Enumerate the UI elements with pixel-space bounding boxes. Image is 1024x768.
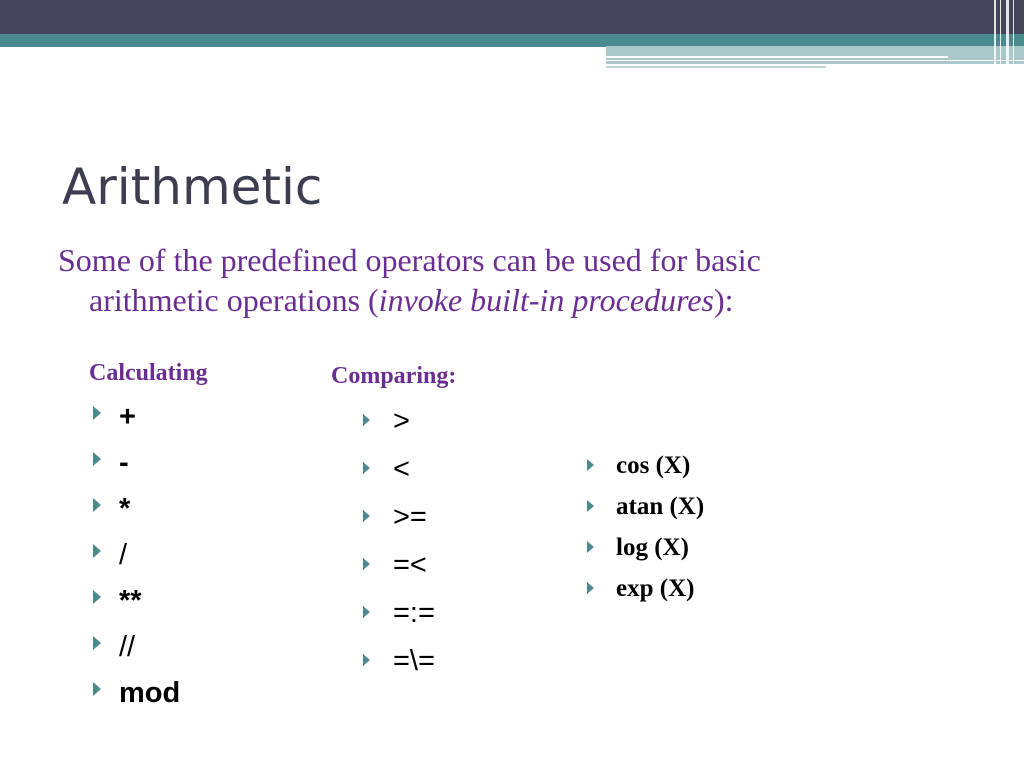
banner-dark-band [0, 0, 1024, 34]
triangle-right-icon [93, 452, 101, 466]
banner-stripe [994, 0, 996, 68]
triangle-right-icon [93, 406, 101, 420]
operator: * [119, 493, 131, 525]
operator: mod [119, 677, 181, 709]
function: exp (X) [616, 575, 695, 602]
operator: >= [393, 501, 427, 533]
banner-rule [606, 66, 826, 68]
triangle-right-icon [363, 414, 370, 426]
triangle-right-icon [587, 459, 594, 471]
intro-line-2-start: arithmetic operations ( [89, 282, 379, 318]
slide-title: Arithmetic [62, 158, 323, 216]
triangle-right-icon [363, 606, 370, 618]
triangle-right-icon [587, 500, 594, 512]
operator: =< [393, 549, 427, 581]
triangle-right-icon [93, 682, 101, 696]
triangle-right-icon [93, 636, 101, 650]
operator: =:= [393, 597, 435, 629]
triangle-right-icon [363, 654, 370, 666]
banner-stripe [1013, 0, 1014, 68]
function: atan (X) [616, 493, 705, 520]
banner-stripe [1000, 0, 1001, 68]
intro-text [58, 240, 958, 320]
comparing-heading: Comparing: [331, 363, 457, 389]
operator: < [393, 453, 410, 485]
banner-stripe [1006, 0, 1009, 68]
triangle-right-icon [587, 582, 594, 594]
triangle-right-icon [363, 462, 370, 474]
triangle-right-icon [587, 541, 594, 553]
operator: / [119, 539, 128, 571]
triangle-right-icon [93, 498, 101, 512]
operator: =\= [393, 645, 435, 677]
operator: > [393, 405, 410, 437]
triangle-right-icon [93, 590, 101, 604]
triangle-right-icon [363, 558, 370, 570]
triangle-right-icon [93, 544, 101, 558]
function: log (X) [616, 534, 689, 561]
triangle-right-icon [363, 510, 370, 522]
operator: ** [119, 585, 142, 617]
operator: + [119, 401, 136, 433]
intro-line-2 [58, 280, 958, 320]
banner-rule [606, 61, 1024, 64]
operator: // [119, 631, 136, 663]
intro-line-1: Some of the predefined operators can be used for basic [58, 242, 761, 278]
banner-rule [606, 56, 948, 58]
intro-line-2-end: ): [713, 282, 734, 318]
intro-line-2-italic: invoke built-in procedures [378, 282, 714, 318]
operator: - [119, 447, 129, 479]
function: cos (X) [616, 452, 691, 479]
calculating-heading: Calculating [89, 360, 208, 386]
